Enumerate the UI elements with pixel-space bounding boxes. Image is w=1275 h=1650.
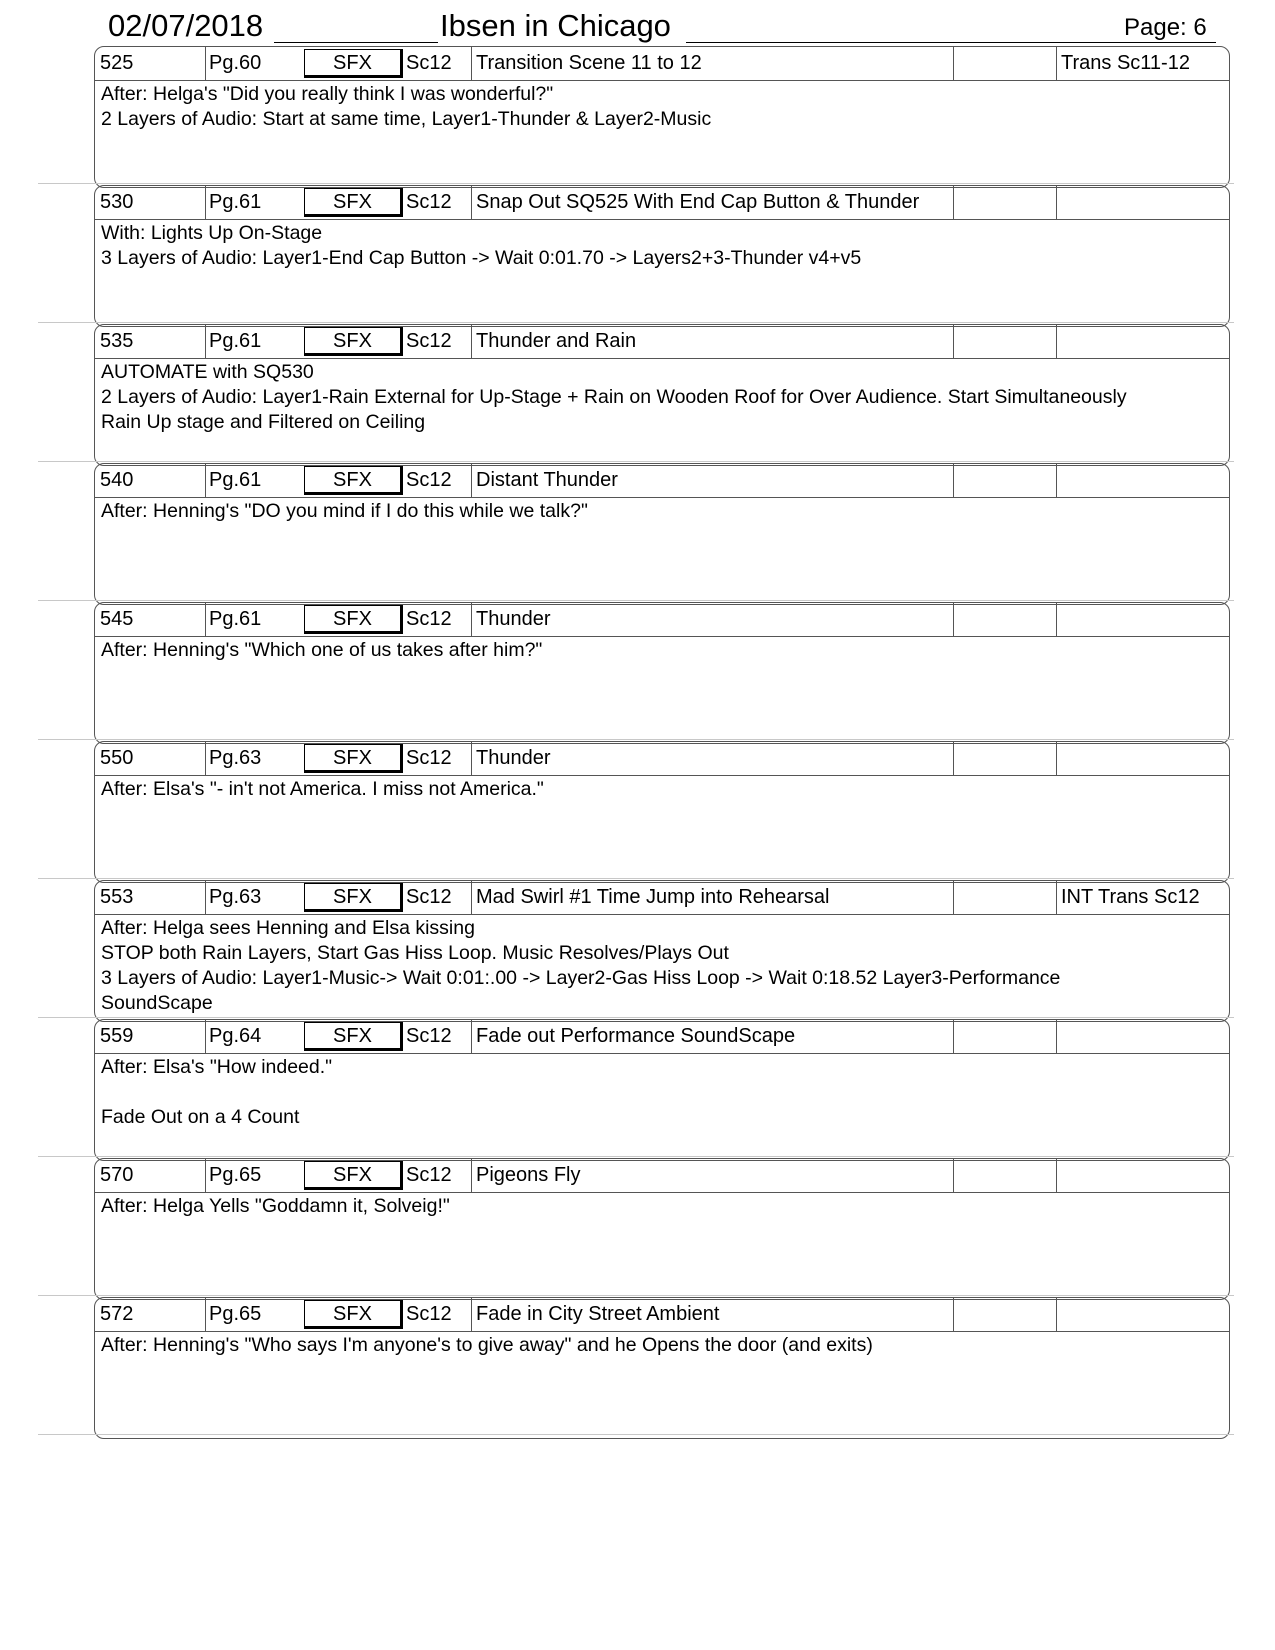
row-separator: [38, 1295, 1234, 1296]
cue-note-line: After: Henning's "Which one of us takes after him?": [101, 639, 543, 661]
cue-card: [94, 880, 1230, 1022]
header-underline: [274, 42, 438, 43]
cue-header-row: [95, 881, 1229, 915]
header-title: Ibsen in Chicago: [440, 8, 671, 43]
cue-note-line: With: Lights Up On-Stage: [101, 222, 323, 244]
cue-note-line: [101, 802, 1221, 827]
cue-description: Transition Scene 11 to 12: [471, 47, 953, 80]
header-date: 02/07/2018: [108, 8, 264, 43]
cue-note-line: [101, 524, 1221, 549]
cue-extra: [953, 1159, 1057, 1192]
cue-card: [94, 741, 1230, 883]
cue-note-line: [101, 1080, 1221, 1105]
cue-type-badge: SFX: [304, 1022, 403, 1051]
cue-note-line: [101, 663, 1221, 688]
cue-extra: [953, 325, 1057, 358]
cue-transition: [1057, 1159, 1229, 1192]
cue-description: Mad Swirl #1 Time Jump into Rehearsal: [471, 881, 953, 914]
cue-note-line: [101, 435, 1221, 460]
cue-page: Pg.61: [205, 186, 295, 219]
cue-type-badge: SFX: [304, 1161, 403, 1190]
cue-description: Fade in City Street Ambient: [471, 1298, 953, 1331]
cue-number: 572: [100, 1303, 134, 1325]
cue-type-badge: SFX: [304, 883, 403, 912]
cue-note-line: [101, 1130, 1221, 1155]
cue-note-line: [101, 713, 1221, 738]
row-separator: [38, 739, 1234, 740]
cue-card: [94, 185, 1230, 327]
cue-number: 525: [100, 52, 134, 74]
cue-note-line: AUTOMATE with SQ530: [101, 361, 314, 383]
cue-notes: [101, 916, 1221, 1018]
cue-card: [94, 324, 1230, 466]
cue-type-badge: SFX: [304, 1300, 403, 1329]
cue-header-row: [95, 1298, 1229, 1332]
cue-header-row: [95, 186, 1229, 220]
cue-number: 550: [100, 747, 134, 769]
cue-header-row: [95, 1159, 1229, 1193]
cue-number: 570: [100, 1164, 134, 1186]
cue-notes: [101, 82, 1221, 184]
cue-note-line: SoundScape: [101, 992, 213, 1014]
header-underline: [686, 42, 1216, 43]
cue-note-line: [101, 1408, 1221, 1433]
cue-scene: Sc12: [406, 191, 452, 213]
cue-transition: [1057, 325, 1229, 358]
cue-description: Snap Out SQ525 With End Cap Button & Thunder: [471, 186, 953, 219]
cue-extra: [953, 1020, 1057, 1053]
cue-page: Pg.65: [205, 1298, 295, 1331]
cue-note-line: STOP both Rain Layers, Start Gas Hiss Loop. Music Resolves/Plays Out: [101, 942, 729, 964]
cue-note-line: [101, 852, 1221, 877]
cue-card: [94, 463, 1230, 605]
cue-note-line: [101, 1244, 1221, 1269]
cue-extra: [953, 47, 1057, 80]
cue-note-line: After: Helga sees Henning and Elsa kissing: [101, 917, 475, 939]
cue-header-row: [95, 1020, 1229, 1054]
cue-note-line: After: Elsa's "How indeed.": [101, 1056, 333, 1078]
cue-transition: [1057, 603, 1229, 636]
cue-notes: [101, 1333, 1221, 1435]
cue-note-line: [101, 271, 1221, 296]
cue-note-line: [101, 1269, 1221, 1294]
cue-transition: [1057, 464, 1229, 497]
row-separator: [38, 1017, 1234, 1018]
cue-note-line: Fade Out on a 4 Count: [101, 1106, 300, 1128]
header-page-number: Page: 6: [1124, 14, 1207, 41]
cue-description: Pigeons Fly: [471, 1159, 953, 1192]
cue-page: Pg.61: [205, 464, 295, 497]
cue-type-badge: SFX: [304, 327, 403, 356]
cue-transition: [1057, 1298, 1229, 1331]
cue-note-line: 2 Layers of Audio: Layer1-Rain External for Up-Stage + Rain on Wooden Roof for Over Audience. Start Simultaneously: [101, 386, 1127, 408]
cue-note-line: 3 Layers of Audio: Layer1-End Cap Button -> Wait 0:01.70 -> Layers2+3-Thunder v4+v5: [101, 247, 862, 269]
cue-page: Pg.60: [205, 47, 295, 80]
cue-note-line: After: Henning's "Who says I'm anyone's to give away" and he Opens the door (and exits): [101, 1334, 873, 1356]
cue-transition: Trans Sc11-12: [1061, 52, 1190, 74]
cue-notes: [101, 1194, 1221, 1296]
cue-number: 545: [100, 608, 134, 630]
cue-type-badge: SFX: [304, 466, 403, 495]
cue-extra: [953, 742, 1057, 775]
cue-type-badge: SFX: [304, 188, 403, 217]
cue-note-line: After: Helga's "Did you really think I was wonderful?": [101, 83, 554, 105]
cue-notes: [101, 360, 1221, 462]
row-separator: [38, 183, 1234, 184]
cue-extra: [953, 1298, 1057, 1331]
cue-card: [94, 602, 1230, 744]
cue-note-line: After: Henning's "DO you mind if I do this while we talk?": [101, 500, 588, 522]
cue-page: Pg.63: [205, 881, 295, 914]
cue-scene: Sc12: [406, 1025, 452, 1047]
cue-header-row: [95, 325, 1229, 359]
page-header: [108, 6, 1208, 46]
cue-card: [94, 46, 1230, 188]
cue-scene: Sc12: [406, 330, 452, 352]
cue-note-line: 3 Layers of Audio: Layer1-Music-> Wait 0:01:.00 -> Layer2-Gas Hiss Loop -> Wait 0:18.52 Layer3-Performance: [101, 967, 1061, 989]
row-separator: [38, 1156, 1234, 1157]
cue-scene: Sc12: [406, 747, 452, 769]
cue-scene: Sc12: [406, 886, 452, 908]
cue-note-line: [101, 574, 1221, 599]
cue-page: Pg.64: [205, 1020, 295, 1053]
cue-transition: [1057, 186, 1229, 219]
cue-scene: Sc12: [406, 608, 452, 630]
cue-note-line: [101, 1358, 1221, 1383]
cue-notes: [101, 638, 1221, 740]
cue-card: [94, 1158, 1230, 1300]
cue-type-badge: SFX: [304, 49, 403, 78]
cue-note-line: [101, 1383, 1221, 1408]
cue-description: Fade out Performance SoundScape: [471, 1020, 953, 1053]
cue-note-line: [101, 549, 1221, 574]
cue-type-badge: SFX: [304, 744, 403, 773]
cue-note-line: [101, 827, 1221, 852]
cue-note-line: [101, 688, 1221, 713]
row-separator: [38, 600, 1234, 601]
cue-number: 553: [100, 886, 134, 908]
cue-scene: Sc12: [406, 1303, 452, 1325]
cue-number: 559: [100, 1025, 134, 1047]
cue-notes: [101, 1055, 1221, 1157]
cue-card: [94, 1297, 1230, 1439]
cue-description: Thunder and Rain: [471, 325, 953, 358]
row-separator: [38, 322, 1234, 323]
cue-page: Pg.61: [205, 325, 295, 358]
cue-scene: Sc12: [406, 1164, 452, 1186]
cue-note-line: [101, 132, 1221, 157]
cue-extra: [953, 881, 1057, 914]
cue-scene: Sc12: [406, 52, 452, 74]
cue-page: Pg.65: [205, 1159, 295, 1192]
cue-scene: Sc12: [406, 469, 452, 491]
row-separator: [38, 878, 1234, 879]
cue-number: 535: [100, 330, 134, 352]
cue-header-row: [95, 464, 1229, 498]
cue-notes: [101, 777, 1221, 879]
cue-note-line: 2 Layers of Audio: Start at same time, Layer1-Thunder & Layer2-Music: [101, 108, 712, 130]
cue-type-badge: SFX: [304, 605, 403, 634]
cue-page: Pg.63: [205, 742, 295, 775]
cue-header-row: [95, 47, 1229, 81]
cue-extra: [953, 186, 1057, 219]
cue-notes: [101, 499, 1221, 601]
cue-transition: INT Trans Sc12: [1061, 886, 1200, 908]
cue-number: 530: [100, 191, 134, 213]
cue-description: Thunder: [471, 742, 953, 775]
cue-transition: [1057, 1020, 1229, 1053]
cue-note-line: [101, 296, 1221, 321]
row-separator: [38, 1434, 1234, 1435]
cue-extra: [953, 464, 1057, 497]
cue-notes: [101, 221, 1221, 323]
cue-note-line: After: Helga Yells "Goddamn it, Solveig!": [101, 1195, 450, 1217]
cue-header-row: [95, 603, 1229, 637]
cue-number: 540: [100, 469, 134, 491]
cue-note-line: [101, 157, 1221, 182]
cue-note-line: [101, 1219, 1221, 1244]
cue-description: Distant Thunder: [471, 464, 953, 497]
cue-note-line: After: Elsa's "- in't not America. I miss not America.": [101, 778, 544, 800]
cue-transition: [1057, 742, 1229, 775]
cue-description: Thunder: [471, 603, 953, 636]
cue-card: [94, 1019, 1230, 1161]
row-separator: [38, 461, 1234, 462]
cue-note-line: Rain Up stage and Filtered on Ceiling: [101, 411, 426, 433]
cue-extra: [953, 603, 1057, 636]
cue-page: Pg.61: [205, 603, 295, 636]
cue-header-row: [95, 742, 1229, 776]
